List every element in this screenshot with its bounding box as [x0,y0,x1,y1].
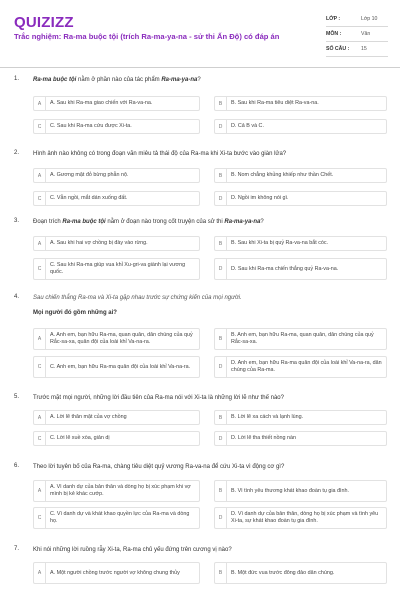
option-letter: B [215,97,227,110]
option-letter: C [34,432,46,445]
option-text: A. Vì danh dự của bản thân và dòng họ bị xúc phạm khi vợ mình bị kẻ khác cướp. [50,484,191,497]
question-text: Theo lời tuyên bố của Ra-ma, chàng tiêu diệt quỷ vương Ra-va-na để cứu Xi-ta vì động cơ gì? [33,464,285,470]
option-text: B. Một đức vua trước đông đảo dân chúng. [231,569,335,576]
question-number: 5. [14,394,20,400]
meta-row-count [326,42,388,57]
option-d[interactable] [214,507,387,529]
option-letter: A [34,97,46,110]
option-text: D. Cả B và C. [231,123,264,129]
option-text: B. Sau khi Ra-ma tiêu diệt Ra-va-na. [231,100,319,106]
option-letter: C [34,259,46,279]
option-text: B. Anh em, bạn hữu Ra-ma, quan quân, dân chúng của quỷ Rắc-sa-xa. [231,332,374,345]
question-number: 3. [14,218,20,224]
option-text: A. Gương mặt đỏ bừng phẫn nộ. [50,172,129,178]
option-text: B. Sau khi Xi-ta bị quỷ Ra-va-na bắt cóc. [231,240,329,246]
option-d[interactable] [214,356,387,378]
option-letter: D [215,120,227,133]
option-text: C. Anh em, bạn hữu Ra-ma quân đội của loài khỉ Va-na-ra. [50,363,191,370]
option-b[interactable] [214,562,387,584]
option-text: C. Sau khi Ra-ma cứu được Xi-ta. [50,123,132,129]
meta-label: SỐ CÂU : [326,46,350,52]
header-divider [0,67,400,68]
option-a[interactable] [33,236,200,251]
quizizz-logo: QUIZIZZ [14,14,74,31]
option-letter: A [34,481,46,501]
option-c[interactable] [33,356,200,378]
option-d[interactable] [214,258,387,280]
question-emphasis: Ra-ma-ya-na [161,77,198,83]
option-letter: A [34,563,46,583]
question-number: 7. [14,546,20,552]
question-text [33,76,373,84]
option-text: C. Lời lẽ xuề xòa, giản dị [50,435,110,441]
question-text-part: Đoạn trích [33,219,63,225]
option-d[interactable] [214,431,387,446]
option-text: D. Ngồi im không nói gì. [231,195,289,201]
question-text [33,218,373,226]
option-letter: B [215,329,227,349]
option-letter: B [215,411,227,424]
option-letter: A [34,169,46,182]
option-b[interactable] [214,480,387,502]
option-b[interactable] [214,96,387,111]
meta-value: 15 [361,46,367,52]
option-a[interactable] [33,562,200,584]
option-c[interactable] [33,258,200,280]
option-a[interactable] [33,328,200,350]
option-letter: D [215,192,227,205]
option-letter: D [215,508,227,528]
option-b[interactable] [214,328,387,350]
option-text: B. Lời lẽ xa cách và lạnh lùng. [231,414,304,420]
option-letter: C [34,120,46,133]
option-text: D. Lời lẽ tha thiết nồng nàn [231,435,296,441]
meta-value: Văn [361,31,371,37]
meta-box [326,12,388,57]
question-text-part: ? [197,77,201,83]
option-a[interactable] [33,96,200,111]
option-d[interactable] [214,191,387,206]
option-letter: C [34,357,46,377]
option-text: A. Lời lẽ thân mật của vợ chồng [50,414,127,420]
option-text: D. Sau khi Ra-ma chiến thắng quỷ Ra-va-na. [231,265,339,272]
option-text: D. Anh em, bạn hữu Ra-ma quân đội của loài khỉ Va-na-ra, dân chúng của Ra-ma. [231,360,382,373]
option-letter: A [34,411,46,424]
meta-label: MÔN : [326,31,342,37]
option-letter: A [34,237,46,250]
option-a[interactable] [33,480,200,502]
question-text: Trước mặt mọi người, những lời đầu tiên của Ra-ma nói với Xi-ta là những lời lẽ như thế nào? [33,395,284,401]
question-emphasis: Ra-ma buộc tội [33,77,77,83]
question-number: 4. [14,294,20,300]
page-header [0,0,400,64]
option-text: C. Sau khi Ra-ma giúp vua khỉ Xu-gri-va giành lại vương quốc. [50,262,186,275]
option-d[interactable] [214,119,387,134]
question-text: Hình ảnh nào không có trong đoạn văn miêu tả thái độ của Ra-ma khi Xi-ta bước vào giàn lửa? [33,151,287,157]
option-letter: B [215,481,227,501]
option-text: A. Một người chồng trước người vợ không chung thủy [50,569,180,576]
option-text: B. Vì tình yêu thương khát khao đoàn tụ gia đình. [231,487,350,494]
question-text: Khi nói những lời ruồng rẫy Xi-ta, Ra-ma chủ yếu đứng trên cương vị nào? [33,547,232,553]
option-b[interactable] [214,168,387,183]
option-letter: D [215,357,227,377]
question-number: 2. [14,150,20,156]
option-b[interactable] [214,236,387,251]
question-emphasis: Ra-ma-ya-na [224,219,261,225]
option-b[interactable] [214,410,387,425]
question-number: 1. [14,76,20,82]
option-a[interactable] [33,168,200,183]
option-c[interactable] [33,431,200,446]
option-a[interactable] [33,410,200,425]
option-letter: A [34,329,46,349]
question-text-part: nằm ở phần nào của tác phẩm [76,77,162,83]
option-text: A. Sau khi Ra-ma giao chiến với Ra-va-na. [50,100,153,106]
question-note: Sau chiến thắng Ra-ma và Xi-ta gặp nhau trước sự chứng kiến của mọi người. [33,295,242,301]
option-letter: B [215,237,227,250]
option-text: A. Anh em, bạn hữu Ra-ma, quan quân, dân chúng của quỷ Rắc-sa-xa, quân đội của loài khỉ Va-na-ra. [50,332,193,345]
question-text-part: ? [260,219,264,225]
option-c[interactable] [33,119,200,134]
option-letter: C [34,508,46,528]
option-c[interactable] [33,191,200,206]
option-text: A. Sau khi hai vợ chồng bị đày vào rừng. [50,240,148,246]
question-subtext: Mọi người đó gồm những ai? [33,310,117,316]
option-letter: D [215,432,227,445]
option-letter: B [215,563,227,583]
option-c[interactable] [33,507,200,529]
meta-row-grade [326,12,388,27]
meta-row-subject [326,27,388,42]
meta-label: LỚP : [326,16,341,22]
question-number: 6. [14,463,20,469]
option-text: C. Vì danh dự và khát khao quyền lực của Ra-ma và dòng họ. [50,511,190,524]
document-title: Trắc nghiệm: Ra-ma buộc tội (trích Ra-ma-ya-na - sử thi Ấn Độ) có đáp án [14,32,280,41]
meta-value: Lớp 10 [361,16,378,22]
option-text: B. Nom chẳng khủng khiếp như thần Chết. [231,172,334,178]
option-letter: B [215,169,227,182]
question-emphasis: Ra-ma buộc tội [62,219,106,225]
option-text: D. Vì danh dự của bản thân, dòng họ bị xúc phạm và tình yêu Xi-ta, sự khát khao đoàn tụ gia đình. [231,511,379,524]
option-letter: D [215,259,227,279]
question-text-part: nằm ở đoạn nào trong cốt truyện của sử thi [105,219,225,225]
option-letter: C [34,192,46,205]
option-text: C. Vẫn ngồi, mắt dán xuống đất. [50,195,128,201]
